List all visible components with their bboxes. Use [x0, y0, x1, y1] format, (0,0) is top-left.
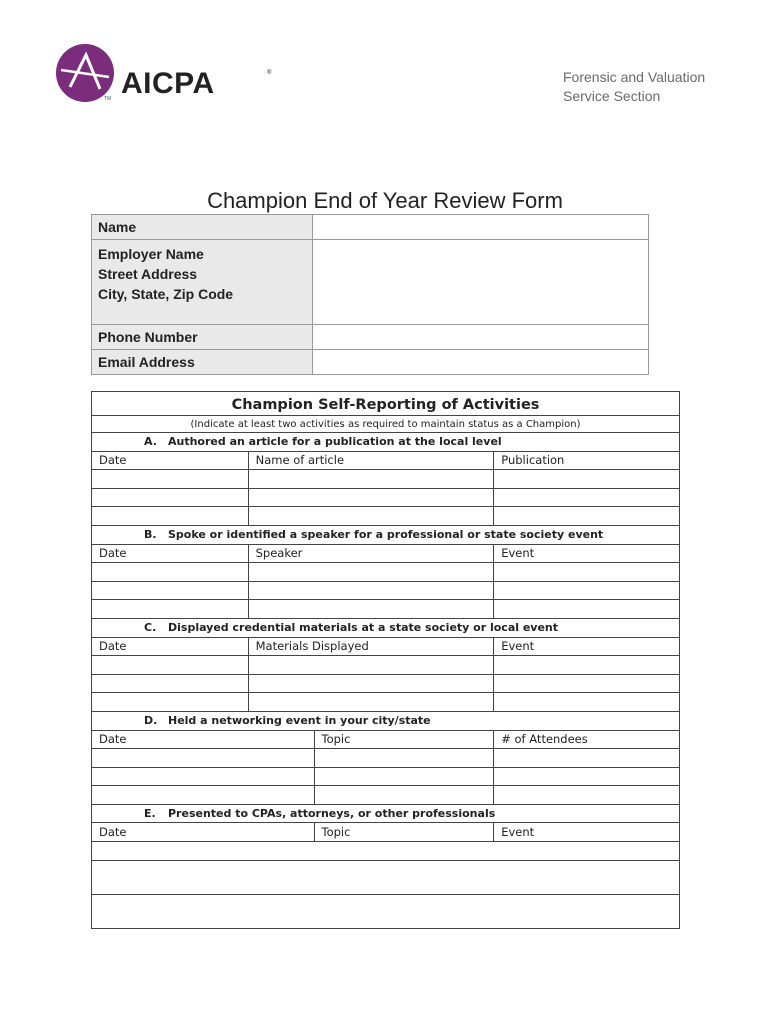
email-label: Email Address	[92, 350, 313, 375]
column-header: Event	[494, 637, 680, 656]
table-row	[92, 786, 680, 805]
section-a-heading	[92, 433, 680, 452]
entry-cell[interactable]	[494, 674, 680, 693]
entry-cell[interactable]	[92, 842, 680, 861]
column-header: # of Attendees	[494, 730, 680, 749]
logo-wordmark: AICPA	[121, 67, 215, 100]
section-title: Held a networking event in your city/state	[168, 714, 431, 728]
date-cell[interactable]	[92, 507, 249, 526]
table-row	[92, 693, 680, 712]
section-title: Authored an article for a publication at the local level	[168, 435, 502, 449]
date-cell[interactable]	[92, 693, 249, 712]
entry-cell[interactable]	[494, 656, 680, 675]
form-title: Champion End of Year Review Form	[207, 188, 563, 213]
table-row	[92, 894, 680, 928]
email-field[interactable]	[313, 350, 649, 375]
address-row	[92, 240, 649, 325]
table-row	[92, 656, 680, 675]
aicpa-logo-icon	[55, 43, 115, 103]
entry-cell[interactable]	[248, 674, 494, 693]
table-row	[92, 600, 680, 619]
section-letter: E.	[144, 807, 156, 821]
section-name	[563, 68, 705, 106]
phone-label: Phone Number	[92, 325, 313, 350]
entry-cell[interactable]	[248, 693, 494, 712]
date-cell[interactable]	[92, 786, 315, 805]
section-letter: B.	[144, 528, 157, 542]
entry-cell[interactable]	[494, 488, 680, 507]
column-header: Publication	[494, 451, 680, 470]
name-field[interactable]	[313, 215, 649, 240]
table-row	[92, 842, 680, 861]
date-cell[interactable]	[92, 656, 249, 675]
section-b-heading	[92, 525, 680, 544]
entry-cell[interactable]	[494, 786, 680, 805]
section-name-line-2: Service Section	[563, 88, 661, 104]
entry-cell[interactable]	[494, 563, 680, 582]
table-row	[92, 674, 680, 693]
section-letter: C.	[144, 621, 157, 635]
column-header-row	[92, 544, 680, 563]
table-row	[92, 860, 680, 894]
column-header: Speaker	[248, 544, 494, 563]
activities-note: (Indicate at least two activities as required to maintain status as a Champion)	[92, 416, 680, 433]
column-header-row	[92, 730, 680, 749]
column-header: Date	[92, 637, 249, 656]
entry-cell[interactable]	[494, 749, 680, 768]
date-cell[interactable]	[92, 749, 315, 768]
section-letter: A.	[144, 435, 157, 449]
date-cell[interactable]	[92, 581, 249, 600]
email-row	[92, 350, 649, 375]
entry-cell[interactable]	[494, 581, 680, 600]
column-header: Name of article	[248, 451, 494, 470]
section-name-line-1: Forensic and Valuation	[563, 69, 706, 85]
section-letter: D.	[144, 714, 158, 728]
date-cell[interactable]	[92, 563, 249, 582]
table-row	[92, 507, 680, 526]
section-title: Spoke or identified a speaker for a professional or state society event	[168, 528, 604, 542]
logo-registered-mark: ®	[267, 70, 272, 76]
table-row	[92, 581, 680, 600]
entry-cell[interactable]	[248, 563, 494, 582]
table-row	[92, 767, 680, 786]
date-cell[interactable]	[92, 470, 249, 489]
entry-cell[interactable]	[248, 488, 494, 507]
entry-cell[interactable]	[494, 470, 680, 489]
entry-cell[interactable]	[248, 507, 494, 526]
street-label: Street Address	[98, 266, 198, 282]
section-c-heading	[92, 618, 680, 637]
logo-trademark: TM	[104, 96, 112, 102]
column-header-row	[92, 823, 680, 842]
entry-cell[interactable]	[494, 767, 680, 786]
entry-cell[interactable]	[248, 470, 494, 489]
activities-table	[91, 391, 680, 929]
entry-cell[interactable]	[494, 507, 680, 526]
table-row	[92, 470, 680, 489]
date-cell[interactable]	[92, 600, 249, 619]
entry-cell[interactable]	[494, 600, 680, 619]
section-d-heading	[92, 711, 680, 730]
column-header: Topic	[314, 730, 494, 749]
entry-cell[interactable]	[92, 860, 680, 894]
date-cell[interactable]	[92, 767, 315, 786]
column-header: Date	[92, 730, 315, 749]
entry-cell[interactable]	[248, 600, 494, 619]
entry-cell[interactable]	[314, 749, 494, 768]
activities-title: Champion Self-Reporting of Activities	[92, 392, 680, 416]
section-e-heading	[92, 804, 680, 823]
column-header: Date	[92, 544, 249, 563]
date-cell[interactable]	[92, 488, 249, 507]
entry-cell[interactable]	[248, 656, 494, 675]
entry-cell[interactable]	[494, 693, 680, 712]
address-label	[92, 240, 313, 325]
entry-cell[interactable]	[314, 786, 494, 805]
table-row	[92, 563, 680, 582]
table-row	[92, 749, 680, 768]
employer-label: Employer Name	[98, 246, 204, 262]
column-header: Event	[494, 544, 680, 563]
table-row	[92, 488, 680, 507]
entry-cell[interactable]	[248, 581, 494, 600]
contact-info-table	[91, 214, 649, 375]
column-header: Topic	[314, 823, 494, 842]
column-header: Date	[92, 451, 249, 470]
entry-cell[interactable]	[92, 894, 680, 928]
column-header-row	[92, 637, 680, 656]
column-header: Date	[92, 823, 315, 842]
column-header: Event	[494, 823, 680, 842]
date-cell[interactable]	[92, 674, 249, 693]
name-label: Name	[92, 215, 313, 240]
column-header: Materials Displayed	[248, 637, 494, 656]
entry-cell[interactable]	[314, 767, 494, 786]
phone-row	[92, 325, 649, 350]
city-label: City, State, Zip Code	[98, 286, 234, 302]
column-header-row	[92, 451, 680, 470]
phone-field[interactable]	[313, 325, 649, 350]
section-title: Displayed credential materials at a state society or local event	[168, 621, 559, 635]
name-row	[92, 215, 649, 240]
aicpa-logo	[55, 43, 272, 105]
address-field[interactable]	[313, 240, 649, 325]
section-title: Presented to CPAs, attorneys, or other professionals	[168, 807, 496, 821]
